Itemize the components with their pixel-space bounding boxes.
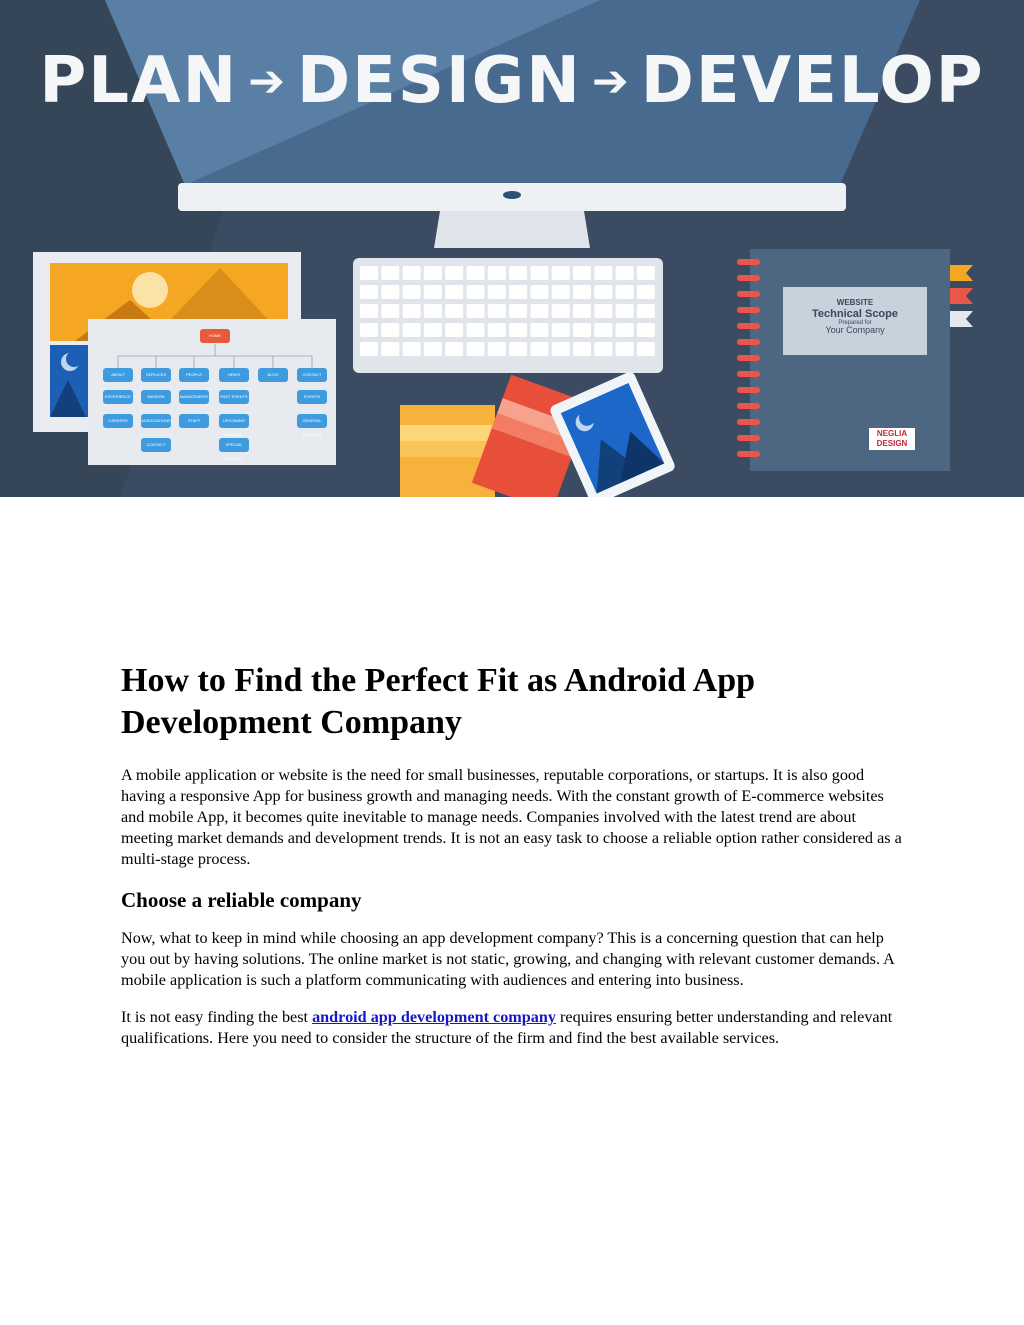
doc-line-website: WEBSITE [836,298,874,307]
paragraph-3-text-before: It is not easy finding the best [121,1008,313,1026]
keyboard-key [424,266,442,280]
notebook-ring [737,323,760,329]
notebook-ring [737,371,760,377]
keyboard-key [530,323,548,337]
keyboard-key [467,323,485,337]
paragraph-3 [121,1007,911,1049]
technical-scope-label [783,299,927,336]
notebook-ring [737,387,760,393]
sitemap-node: PAST EVENTS [219,390,249,404]
sitemap-node: UPCOMING EVENTS [219,414,249,428]
keyboard-key [381,266,399,280]
keyboard-key [594,266,612,280]
keyboard-key [616,266,634,280]
keyboard-key [424,342,442,356]
neglia-design-logo: NEGLIA DESIGN [869,428,915,450]
keyboard-key [445,285,463,299]
notebook-ring [737,435,760,441]
keyboard-key [509,285,527,299]
keyboard-key [403,342,421,356]
arrow-right-icon: ➔ [248,56,288,107]
keyboard-key [381,323,399,337]
keyboard-key [467,342,485,356]
keyboard-key [403,285,421,299]
keyboard-key [360,342,378,356]
keyboard-key [530,266,548,280]
keyboard-key [381,285,399,299]
step-design: DESIGN [297,44,582,118]
keyboard-key [573,323,591,337]
sitemap-node: MISSION [141,390,171,404]
hero-banner [0,0,1024,497]
keyboard-key [445,323,463,337]
keyboard-key [552,304,570,318]
notebook-ring [737,355,760,361]
keyboard-key [573,266,591,280]
keyboard-key [488,342,506,356]
keyboard-key [360,266,378,280]
keyboard-key [403,304,421,318]
notebook-ring [737,451,760,457]
sitemap-node: NEWS [219,368,249,382]
sitemap-node: STAFF [179,414,209,428]
notebook-icon [737,249,973,471]
sitemap-node: ASSOCIATIONS [141,414,171,428]
keyboard-key [509,266,527,280]
sitemap-node: CAREERS [103,414,133,428]
keyboard-key [616,342,634,356]
keyboard-key [445,342,463,356]
keyboard-key [424,285,442,299]
keyboard-key [488,285,506,299]
keyboard-key [573,304,591,318]
keyboard-key [594,342,612,356]
arrow-right-icon: ➔ [591,56,631,107]
notebook-ring [737,291,760,297]
keyboard-key [467,304,485,318]
sitemap-node: CONTACT [141,438,171,452]
keyboard-key [530,342,548,356]
sitemap-node: GENERAL INQUIRIES [297,414,327,428]
keyboard-key [637,285,655,299]
power-button-icon [503,191,521,199]
sitemap-node: PEOPLE [179,368,209,382]
keyboard-key [360,304,378,318]
keyboard-key [467,285,485,299]
hero-title [0,44,1024,118]
step-develop: DEVELOP [640,44,985,118]
keyboard-key [488,323,506,337]
article-title: How to Find the Perfect Fit as Android App Development Company [121,662,756,741]
notebook-ring [737,259,760,265]
sitemap-node: ABOUT [103,368,133,382]
monitor-stand [434,211,590,248]
keyboard-key [445,266,463,280]
keyboard-key [509,323,527,337]
android-app-development-link[interactable]: android app development company [312,1008,556,1026]
paragraph-3-text-after: requires ensuring better understanding and relevant qualifications. Here you need to consider the structure of the firm and find the best available services. [121,1008,893,1047]
sitemap-node: CONTACT [297,368,327,382]
keyboard-key [552,266,570,280]
keyboard-key [637,323,655,337]
keyboard-key [616,304,634,318]
keyboard-key [637,304,655,318]
keyboard-key [637,266,655,280]
keyboard-key [530,285,548,299]
notebook-ring [737,307,760,313]
keyboard-key [573,285,591,299]
keyboard-key [360,323,378,337]
sitemap-root-node: HOME [200,329,230,343]
article [121,660,911,1049]
keyboard-key [488,304,506,318]
keyboard-key [445,304,463,318]
keyboard-key [509,304,527,318]
keyboard-key [594,285,612,299]
step-plan: PLAN [39,44,239,118]
sitemap-node: EVENTS [297,390,327,404]
keyboard-key [552,285,570,299]
keyboard-key [552,323,570,337]
sitemap-node: SERVICES [141,368,171,382]
doc-line-title: Technical Scope [812,307,898,320]
keyboard-key [488,266,506,280]
keyboard-key [573,342,591,356]
doc-line-prepared: Prepared for [838,319,872,326]
keyboard-key [381,342,399,356]
sitemap-node: MANAGEMENT [179,390,209,404]
sitemap-node: EXPERIENCE [103,390,133,404]
keyboard-key [403,323,421,337]
keyboard-key [360,285,378,299]
keyboard-key [381,304,399,318]
keyboard-icon [353,258,663,373]
keyboard-key [637,342,655,356]
keyboard-key [616,323,634,337]
notebook-ring [737,275,760,281]
keyboard-key [552,342,570,356]
sitemap-node: SPECIAL EVENTS [219,438,249,452]
keyboard-key [403,266,421,280]
keyboard-key [424,304,442,318]
keyboard-key [594,323,612,337]
notebook-ring [737,403,760,409]
sitemap-node: BLOG [258,368,288,382]
intro-paragraph: A mobile application or website is the need for small businesses, reputable corporations, or startups. It is also good having a responsive App for business growth and managing needs. With the constant growth of E-commerce websites and mobile App, it becomes quite inevitable to manage needs. Companies involved with the latest trend are about meeting market demands and development trends. It is not an easy task to choose a reliable option rather considered as a multi-stage process. [121,766,902,868]
notebook-ring [737,419,760,425]
keyboard-key [616,285,634,299]
doc-line-company: Your Company [825,325,885,336]
keyboard-key [467,266,485,280]
notebook-ring [737,339,760,345]
keyboard-key [594,304,612,318]
keyboard-key [509,342,527,356]
keyboard-key [530,304,548,318]
paragraph-2: Now, what to keep in mind while choosing an app development company? This is a concerning question that can help you out by having solutions. The online market is not static, growing, and changing with relevant customer demands. A mobile application is such a platform communicating with audiences and entering into business. [121,929,894,989]
keyboard-key [424,323,442,337]
section-heading: Choose a reliable company [121,888,362,912]
